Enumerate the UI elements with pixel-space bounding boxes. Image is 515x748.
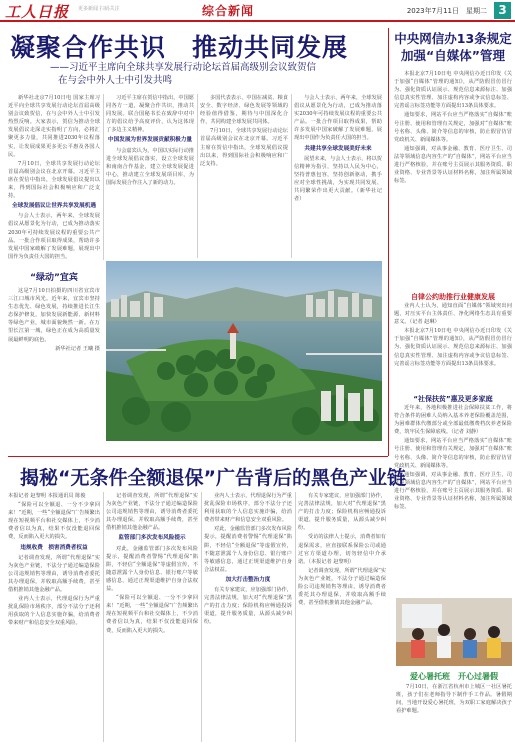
- second-paragraph: 有关专家建议，应加强部门协作，完善法律法规，加大对“代理退保”黑产的打击力度；保险机构应畅通投诉渠道，提升服务质量，从源头减少纠纷。: [298, 493, 386, 532]
- logo-subtitle: 更多新闻 扫码关注: [78, 6, 120, 12]
- second-column-1: [8, 492, 100, 742]
- right-headline-line-2: 加强“自媒体”管理: [401, 48, 505, 63]
- column-divider: [201, 492, 202, 742]
- lead-column-1: [8, 94, 100, 262]
- second-section-heading: 违规收费 损害消费者权益: [20, 544, 88, 551]
- second-section-heading: 监管部门多次发布风险提示: [118, 535, 186, 542]
- second-paragraph: 业内人士表示，代理退保行为严重扰乱保险市场秩序，部分不法分子还利用获取的个人信息实施诈骗，给消费者带来财产和信息安全双重风险。: [8, 596, 100, 627]
- photo-story-box: [8, 270, 100, 450]
- second-headline: 揭秘“无条件全额退保”广告背后的黑色产业链: [20, 467, 406, 489]
- summer-class-photo: [396, 598, 512, 666]
- lead-paragraph: 习近平主席在贺信中指出，中国愿同各方一道，凝聚合作共识，推动共同发展。联合国秘书长在致辞中对中方的倡议给予高度评价，认为这体现了多边主义精神。: [106, 95, 194, 134]
- second-column-3: [204, 492, 292, 742]
- right-headline-line-1: 中央网信办13条规定: [394, 31, 512, 46]
- lead-paragraph: 7月10日，全球共享发展行动论坛首届高级别会议在北京开幕。习近平主席在贺信中指出，全球发展倡议提出以来，得到国际社会积极响应和广泛支持。: [8, 160, 100, 200]
- right-paragraph: 通知要求，网站平台应当严格落实“自媒体”账号注册、使用和管理有关规定，加强对“自媒体”账号名称、头像、简介等信息的审核，防止假冒仿冒党政机关、新闻媒体等。: [394, 438, 512, 469]
- right-paragraph: 通知要求，网站平台应当严格落实“自媒体”账号注册、使用和管理有关规定，加强对“自媒体”账号名称、头像、简介等信息的审核，防止假冒仿冒党政机关、新闻媒体等。: [394, 112, 512, 143]
- summer-class-text: [396, 683, 512, 745]
- second-paragraph: 有关专家建议，应加强部门协作，完善法律法规，加大对“代理退保”黑产的打击力度；保险机构应畅通投诉渠道，提升服务质量，从源头减少纠纷。: [204, 587, 292, 626]
- lead-subheadline-line-1: ——习近平主席向全球共享发展行动论坛首届高级别会议致贺信: [50, 62, 317, 73]
- lead-paragraph: 7月10日，全球共享发展行动论坛首届高级别会议在北京开幕。习近平主席在贺信中指出，全球发展倡议提出以来，得到国际社会积极响应和广泛支持。: [200, 128, 288, 167]
- right-paragraph: 业内人士认为，通知直面“自媒体”领域突出问题，对压实平台主体责任、净化网络生态具有重要意义。（记者 赵琳）: [394, 303, 512, 326]
- second-byline: 本报记者 赵黎明 本报通讯员 陈俊: [8, 493, 86, 499]
- lead-paragraph: 展望未来，与会人士表示，将以贺信精神为指引，坚持以人民为中心，坚持普惠包容，坚持创新驱动，携手应对全球性挑战，为实现共同发展、共同繁荣作出更大贡献。（新华社记者）: [294, 155, 382, 203]
- issue-date: 2023年7月11日 星期二: [406, 7, 487, 15]
- right-article-text: [394, 70, 512, 260]
- column-divider: [103, 492, 104, 742]
- photo-credit: 新华社记者 王曦 摄: [55, 345, 100, 352]
- right-article-text-2: [394, 302, 512, 392]
- right-subheading-2: “社保扶贫”惠及更多家庭: [413, 395, 493, 403]
- right-column-divider: [388, 28, 389, 456]
- newspaper-logo: 工人日报: [5, 3, 70, 21]
- lead-column-4: [294, 94, 382, 258]
- right-subheading: 自律公约助推行业健康发展: [411, 293, 495, 301]
- lead-section-heading: 中国发展为世界发展贡献积极力量: [108, 137, 192, 144]
- column-divider: [197, 94, 198, 258]
- summer-class-paragraph: 7月10日，在浙江省杭州市上城区一社区暑托班，孩子们在老师指导下制作手工作品。暑假期间，当地开设爱心暑托班，为双职工家庭解决孩子看护难题。: [396, 684, 512, 715]
- lead-paragraph: 与会人士表示，两年来，全球发展倡议从愿景化为行动，已成为推动落实2030年可持续发展议程的重要公共产品。一批合作项目取得成果，帮助许多发展中国家破解了发展难题，展现出中国作为负责任大国的担当。: [8, 213, 100, 260]
- right-paragraph: 近年来，各地积极推进社会保障扶贫工作，将符合条件的困难人员纳入基本养老保险覆盖范围，为困难群体代缴部分或全部最低缴费档次养老保险费，筑牢民生保障底线。（记者 刘静）: [394, 405, 512, 436]
- right-paragraph: 本报北京7月10日电 中央网信办近日印发《关于加强“自媒体”管理的通知》，从严防假冒仿冒行为、强化资质认证展示、规范信息来源标注、加强信息真实性管理、加注虚构内容或争议信息标签、完善谣言标签功能等方面提出13条具体要求。: [394, 328, 512, 367]
- second-paragraph: 业内人士表示，代理退保行为严重扰乱保险市场秩序，部分不法分子还利用获取的个人信息实施诈骗，给消费者带来财产和信息安全双重风险。: [204, 493, 292, 524]
- section-name: 综合新闻: [202, 4, 255, 18]
- right-paragraph: 本报北京7月10日电 中央网信办近日印发《关于加强“自媒体”管理的通知》，从严防假冒仿冒行为、强化资质认证展示、规范信息来源标注、加强信息真实性管理、加注虚构内容或争议信息标签、完善谣言标签功能等方面提出13条具体要求。: [394, 71, 512, 110]
- lead-subheadline: [50, 61, 380, 87]
- second-paragraph: 记者调查发现，所谓“代理退保”实为灰色产业链，不法分子通过编造保险公司违规销售等理由，诱导消费者委托其办理退保，并收取高额手续费，甚至借机推销其他金融产品。: [298, 567, 386, 607]
- second-paragraph: “保险可以全额退、一分不少拿回来！”近期，一些“全额退保”广告频繁出现在短视频平台和社交媒体上，不少消费者信以为真，结果不仅没能退回保费，反而陷入更大的损失。: [8, 502, 100, 541]
- photo-story-title: “绿动”宜宾: [30, 273, 78, 283]
- second-column-2: [106, 492, 198, 742]
- summer-class-caption: 爱心暑托班 开心过暑假: [410, 672, 498, 681]
- lead-paragraph: 与会人士表示，两年来，全球发展倡议从愿景化为行动，已成为推动落实2030年可持续发展议程的重要公共产品。一批合作项目取得成果，帮助许多发展中国家破解了发展难题，展现出中国作为负责任大国的担当。: [294, 95, 382, 142]
- second-paragraph: “保险可以全额退、一分不少拿回来！”近期，一些“全额退保”广告频繁出现在短视频平台和社交媒体上，不少消费者信以为真，结果不仅没能退回保费，反而陷入更大的损失。: [106, 595, 198, 634]
- second-column-4: [298, 492, 386, 742]
- second-paragraph: 记者调查发现，所谓“代理退保”实为灰色产业链，不法分子通过编造保险公司违规销售等理由，诱导消费者委托其办理退保，并收取高额手续费，甚至借机推销其他金融产品。: [106, 493, 198, 532]
- second-paragraph: 对此，金融监管部门多次发布风险提示，提醒消费者警惕“代理退保”陷阱，不轻信“全额退保”等虚假宣传，不随意泄露个人身份信息、银行账户等敏感信息，通过正规渠道维护自身合法权益。: [106, 545, 198, 593]
- right-paragraph: 通知强调，对从事金融、教育、医疗卫生、司法等领域信息内容生产的“自媒体”，网站平台应当进行严格核验，并在账号主页展示其服务资质、职业资格、专业背景等认证材料名称，加注所属领域标签。: [394, 145, 512, 185]
- lead-column-3: [200, 94, 288, 258]
- right-paragraph: 通知强调，对从事金融、教育、医疗卫生、司法等领域信息内容生产的“自媒体”，网站平台应当进行严格核验，并在账号主页展示其服务资质、职业资格、专业背景等认证材料名称，加注所属领域标签。: [394, 471, 512, 511]
- column-divider: [291, 94, 292, 258]
- masthead: [0, 0, 515, 22]
- lead-subheadline-line-2: 在与会中外人士中引发共鸣: [58, 75, 173, 86]
- lead-section-heading: 全球发展倡议让世界共享发展机遇: [12, 203, 96, 210]
- lead-column-2: [106, 94, 194, 258]
- right-headline: [394, 30, 512, 64]
- lead-paragraph: 多国代表表示，中国在减贫、粮食安全、数字经济、绿色发展等领域的经验值得借鉴，期待与中国深化合作，共同构建全球发展共同体。: [200, 95, 288, 126]
- page-number: 3: [494, 2, 511, 19]
- right-article-text-3: [394, 404, 512, 592]
- photo-story-paragraph: 这是7月10日拍摄的四川省宜宾市三江口城市风光。近年来，宜宾市坚持生态优先、绿色发展，持续推进长江生态保护修复，加快发展新能源、新材料等绿色产业，城市面貌焕然一新。在万里长江第一城，绿色正在成为高质量发展最鲜明的底色。: [8, 288, 100, 343]
- lead-paragraph: 新华社北京7月10日电 国家主席习近平向全球共享发展行动论坛首届高级别会议致贺信，在与会中外人士中引发热烈反响。大家表示，贺信为推动全球发展倡议走深走实指明了方向，必将汇聚更多力量，共同推进2030年议程落实，让发展成果更多更公平惠及各国人民。: [8, 95, 100, 158]
- column-divider: [295, 492, 296, 742]
- article-divider: [8, 456, 388, 457]
- second-section-heading: 加大打击整治力度: [225, 576, 271, 583]
- lead-headline: 凝聚合作共识 推动共同发展: [10, 33, 349, 62]
- city-photo: [106, 261, 382, 441]
- photo-story-text: [8, 287, 100, 437]
- column-divider: [103, 94, 104, 260]
- lead-section-heading: 共建共享全球发展美好未来: [304, 145, 372, 152]
- second-paragraph: 记者调查发现，所谓“代理退保”实为灰色产业链，不法分子通过编造保险公司违规销售等理由，诱导消费者委托其办理退保，并收取高额手续费，甚至借机推销其他金融产品。: [8, 554, 100, 594]
- second-paragraph: 受访的法律人士提示，消费者如有退保需求，应直接联系保险公司或通过官方渠道办理，切勿轻信中介承诺。（本报记者 赵黎明）: [298, 534, 386, 565]
- second-paragraph: 对此，金融监管部门多次发布风险提示，提醒消费者警惕“代理退保”陷阱，不轻信“全额退保”等虚假宣传，不随意泄露个人身份信息、银行账户等敏感信息，通过正规渠道维护自身合法权益。: [204, 526, 292, 573]
- lead-paragraph: 与会嘉宾认为，中国以实际行动推进全球发展倡议落实，设立全球发展和南南合作基金，建立全球发展促进中心，推动建立全球发展项目库，为国际发展合作注入了新的动力。: [106, 147, 194, 186]
